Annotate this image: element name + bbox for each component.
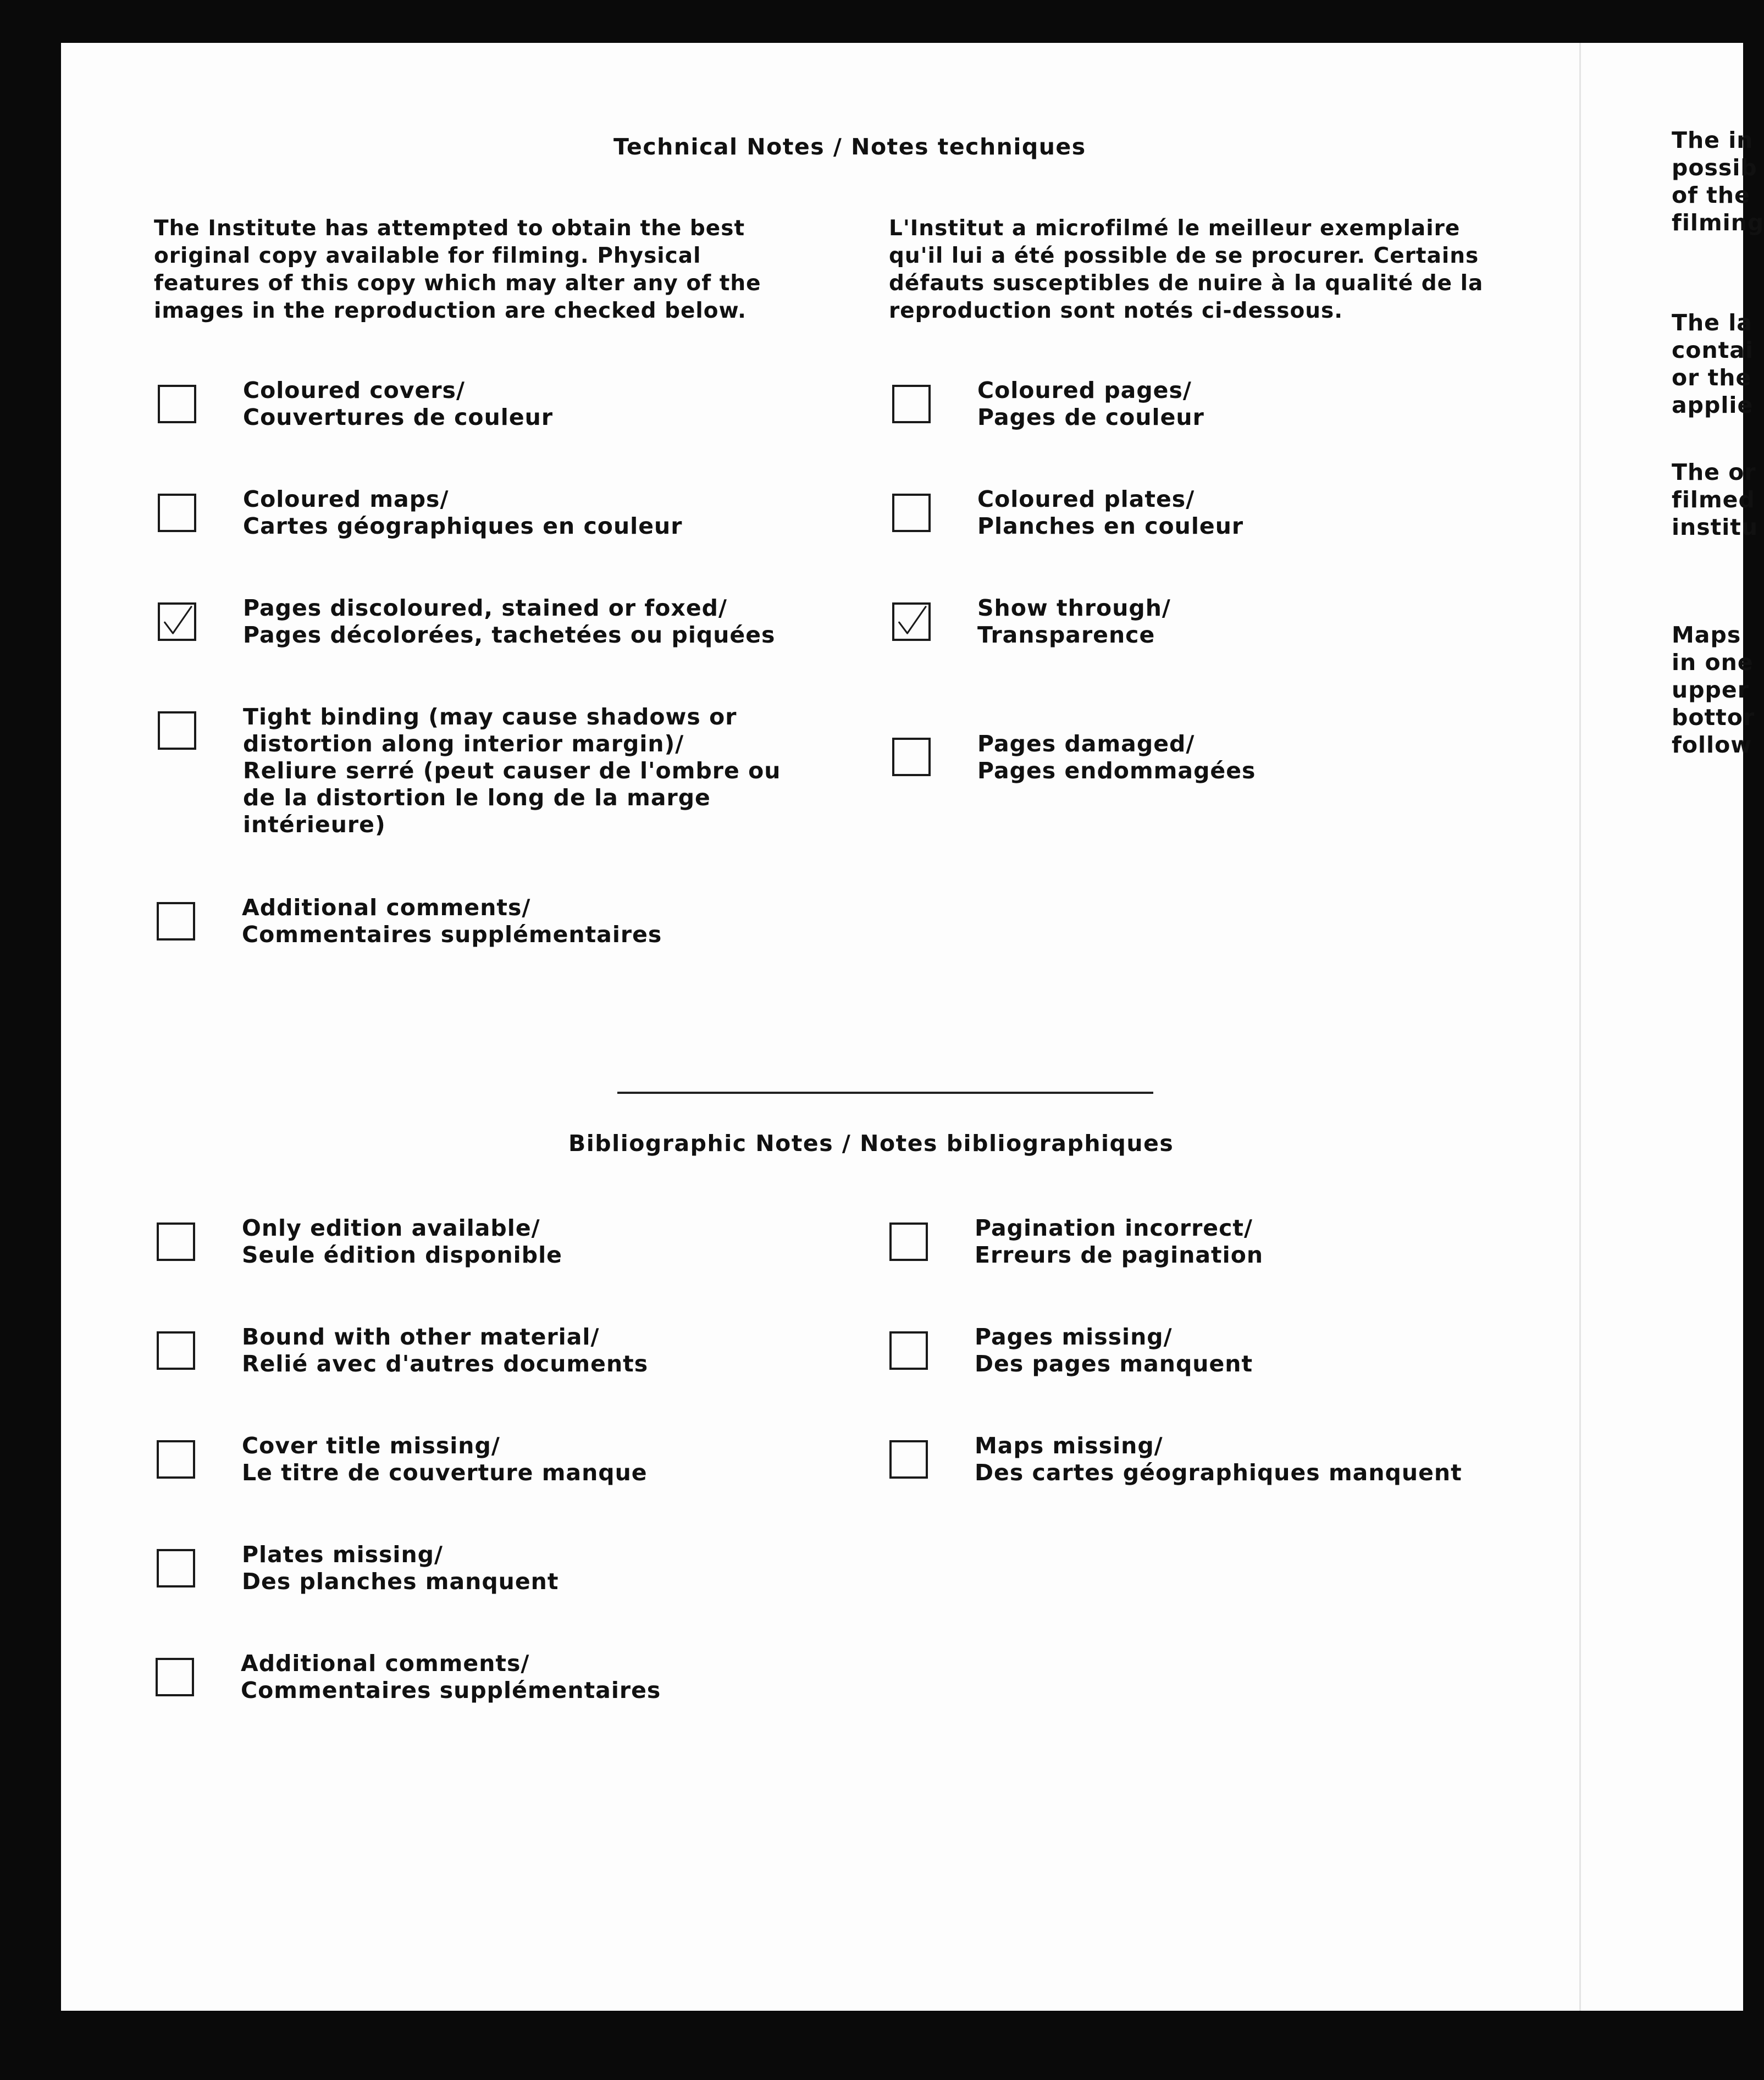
check-mark-icon [894, 605, 928, 639]
cover-title-missing-label [242, 1432, 648, 1486]
clipped-line: applie [1672, 392, 1754, 418]
label-line: de la distortion le long de la marge [243, 784, 711, 811]
label-line: Le titre de couverture manque [242, 1459, 648, 1486]
coloured-maps-label [243, 486, 682, 540]
intro-line: features of this copy which may alter any of the [154, 271, 761, 296]
intro-line: défauts susceptibles de nuire à la qualité de la [889, 271, 1484, 296]
label-line: Pages de couleur [977, 404, 1204, 430]
coloured-plates-label [977, 486, 1243, 540]
coloured-pages-checkbox[interactable] [892, 385, 931, 423]
label-line: Transparence [977, 622, 1155, 648]
clipped-line: The in [1672, 127, 1754, 153]
show-through-label [977, 595, 1171, 649]
label-line: Cover title missing/ [242, 1432, 500, 1459]
clipped-line: Maps [1672, 622, 1741, 648]
clipped-line: or the [1672, 364, 1752, 391]
bibliographic-notes-title: Bibliographic Notes / Notes bibliographiques [568, 1130, 1174, 1157]
coloured-covers-label [243, 377, 553, 431]
pages-missing-label [975, 1324, 1253, 1378]
clipped-line: The la [1672, 309, 1752, 336]
label-line: distortion along interior margin)/ [243, 731, 684, 757]
clipped-text-block [1672, 458, 1758, 541]
label-line: Only edition available/ [242, 1215, 540, 1241]
cover-title-missing-checkbox[interactable] [157, 1440, 195, 1479]
label-line: Pages damaged/ [977, 731, 1195, 757]
label-line: Plates missing/ [242, 1541, 444, 1568]
label-line: Pages décolorées, tachetées ou piquées [243, 622, 776, 648]
clipped-text-block [1672, 621, 1755, 759]
tight-binding-checkbox[interactable] [158, 711, 196, 750]
intro-line: images in the reproduction are checked below. [154, 298, 746, 323]
label-line: Reliure serré (peut causer de l'ombre ou [243, 757, 781, 784]
technical-notes-page [61, 43, 1579, 2011]
bound-with-other-checkbox[interactable] [157, 1331, 195, 1370]
label-line: Commentaires supplémentaires [242, 921, 662, 948]
additional-comments-biblio-label [241, 1650, 661, 1704]
check-mark-icon [160, 605, 194, 639]
pages-damaged-label [977, 731, 1256, 784]
clipped-line: upper [1672, 677, 1749, 703]
coloured-covers-checkbox[interactable] [158, 385, 196, 423]
intro-line: L'Institut a microfilmé le meilleur exemplaire [889, 216, 1461, 241]
label-line: Seule édition disponible [242, 1242, 562, 1268]
pages-discoloured-label [243, 595, 775, 649]
clipped-line: filming [1672, 209, 1764, 236]
clipped-line: possib [1672, 154, 1757, 181]
only-edition-label [242, 1215, 562, 1269]
clipped-line: institu [1672, 514, 1759, 540]
clipped-line: follow [1672, 732, 1752, 758]
technical-notes-title: Technical Notes / Notes techniques [613, 134, 1086, 160]
label-line: Pagination incorrect/ [975, 1215, 1253, 1241]
label-line: Maps missing/ [975, 1432, 1163, 1459]
intro-line: reproduction sont notés ci-dessous. [889, 298, 1343, 323]
bound-with-other-label [242, 1324, 648, 1378]
label-line: Coloured pages/ [977, 377, 1192, 403]
label-line: Pages endommagées [977, 757, 1256, 784]
label-line: Coloured covers/ [243, 377, 465, 403]
maps-missing-checkbox[interactable] [889, 1440, 928, 1479]
coloured-plates-checkbox[interactable] [892, 494, 931, 532]
clipped-line: filmed [1672, 486, 1755, 513]
label-line: Relié avec d'autres documents [242, 1351, 649, 1377]
only-edition-checkbox[interactable] [157, 1222, 195, 1261]
label-line: Pages discoloured, stained or foxed/ [243, 595, 727, 621]
show-through-checkbox[interactable] [892, 602, 931, 641]
label-line: Coloured maps/ [243, 486, 449, 512]
plates-missing-label [242, 1541, 558, 1595]
label-line: Couvertures de couleur [243, 404, 554, 430]
intro-line: qu'il lui a été possible de se procurer. Certains [889, 244, 1479, 268]
label-line: Des pages manquent [975, 1351, 1253, 1377]
intro-line: original copy available for filming. Physical [154, 244, 701, 268]
pages-damaged-checkbox[interactable] [892, 738, 931, 776]
clipped-line: in one [1672, 649, 1754, 676]
label-line: Bound with other material/ [242, 1324, 600, 1350]
section-divider [617, 1092, 1153, 1094]
label-line: Show through/ [977, 595, 1171, 621]
label-line: Planches en couleur [977, 513, 1244, 539]
label-line: Des planches manquent [242, 1568, 559, 1595]
label-line: intérieure) [243, 811, 386, 838]
plates-missing-checkbox[interactable] [157, 1549, 195, 1587]
label-line: Additional comments/ [242, 894, 531, 921]
adjacent-page-clipped [1579, 43, 1764, 2011]
coloured-maps-checkbox[interactable] [158, 494, 196, 532]
label-line: Tight binding (may cause shadows or [243, 704, 737, 730]
clipped-text-block [1672, 309, 1754, 419]
label-line: Pages missing/ [975, 1324, 1173, 1350]
pages-missing-checkbox[interactable] [889, 1331, 928, 1370]
pages-discoloured-checkbox[interactable] [158, 602, 196, 641]
label-line: Cartes géographiques en couleur [243, 513, 683, 539]
maps-missing-label [975, 1432, 1462, 1486]
label-line: Commentaires supplémentaires [241, 1677, 661, 1703]
clipped-line: bottor [1672, 704, 1755, 731]
tight-binding-label [243, 704, 781, 838]
label-line: Additional comments/ [241, 1650, 530, 1677]
additional-comments-checkbox[interactable] [157, 902, 195, 941]
clipped-text-block [1672, 126, 1764, 236]
label-line: Erreurs de pagination [975, 1242, 1264, 1268]
pagination-incorrect-checkbox[interactable] [889, 1222, 928, 1261]
intro-french [889, 215, 1483, 325]
coloured-pages-label [977, 377, 1204, 431]
additional-comments-label [242, 894, 662, 948]
label-line: Coloured plates/ [977, 486, 1195, 512]
intro-english [154, 215, 761, 325]
additional-comments-biblio-checkbox[interactable] [156, 1658, 194, 1696]
clipped-line: contai [1672, 337, 1754, 363]
label-line: Des cartes géographiques manquent [975, 1459, 1462, 1486]
pagination-incorrect-label [975, 1215, 1263, 1269]
clipped-line: of the [1672, 182, 1750, 208]
clipped-line: The or [1672, 459, 1756, 485]
intro-line: The Institute has attempted to obtain the best [154, 216, 745, 241]
